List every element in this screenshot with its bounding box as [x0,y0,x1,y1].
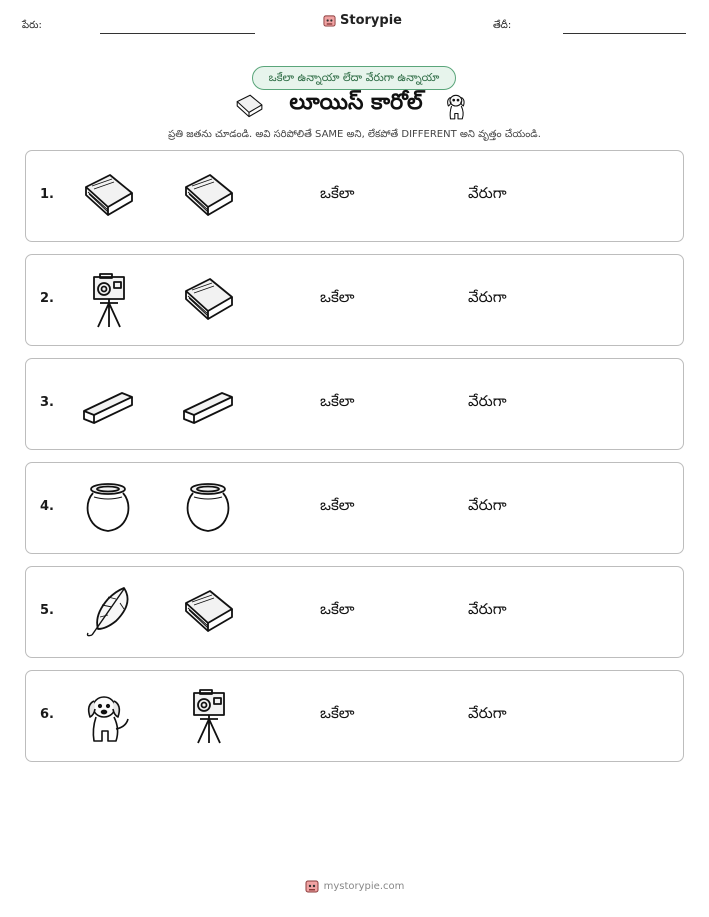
book-icon [80,169,136,225]
eraser-icon [180,377,236,433]
feather-icon [80,585,136,641]
exercise-row [25,254,684,346]
different-option[interactable]: వేరుగా [468,392,507,410]
exercise-row [25,462,684,554]
pot-icon [180,481,236,537]
different-option[interactable]: వేరుగా [468,496,507,514]
row-number: 3. [40,395,54,410]
same-option[interactable]: ఒకేలా [320,600,355,618]
row-number: 2. [40,291,54,306]
storypie-logo-icon [323,14,336,27]
camera-icon [180,689,236,745]
different-option[interactable]: వేరుగా [468,288,507,306]
book-icon [180,273,236,329]
same-option[interactable]: ఒకేలా [320,392,355,410]
same-option[interactable]: ఒకేలా [320,704,355,722]
date-label: తేదీ: [493,20,512,31]
instruction-text: ప్రతి జతను చూడండి. అవి సరిపోలితే SAME అని, లేకపోతే DIFFERENT అని వృత్తం చేయండి. [168,129,541,140]
brand-name: Storypie [340,13,402,28]
storypie-logo-icon [305,879,319,893]
pot-icon [80,481,136,537]
date-line[interactable] [563,33,686,34]
row-number: 5. [40,603,54,618]
row-number: 1. [40,187,54,202]
same-option[interactable]: ఒకేలా [320,184,355,202]
page-title: లూయిస్ కారోల్ [289,90,423,115]
name-label: పేరు: [22,20,42,31]
footer [0,879,709,893]
dog-icon [80,689,136,745]
book-icon [180,585,236,641]
title-dog-icon [443,90,473,122]
exercise-row [25,358,684,450]
exercise-row [25,670,684,762]
name-line[interactable] [100,33,255,34]
different-option[interactable]: వేరుగా [468,184,507,202]
row-number: 4. [40,499,54,514]
exercise-row [25,566,684,658]
different-option[interactable]: వేరుగా [468,704,507,722]
same-option[interactable]: ఒకేలా [320,496,355,514]
subtitle-pill: ఒకేలా ఉన్నాయా లేదా వేరుగా ఉన్నాయా [252,66,456,90]
same-option[interactable]: ఒకేలా [320,288,355,306]
book-icon [180,169,236,225]
different-option[interactable]: వేరుగా [468,600,507,618]
eraser-icon [80,377,136,433]
title-book-icon [234,92,264,122]
brand [323,13,402,28]
row-number: 6. [40,707,54,722]
footer-site[interactable]: mystorypie.com [323,880,405,892]
camera-icon [80,273,136,329]
exercise-row [25,150,684,242]
